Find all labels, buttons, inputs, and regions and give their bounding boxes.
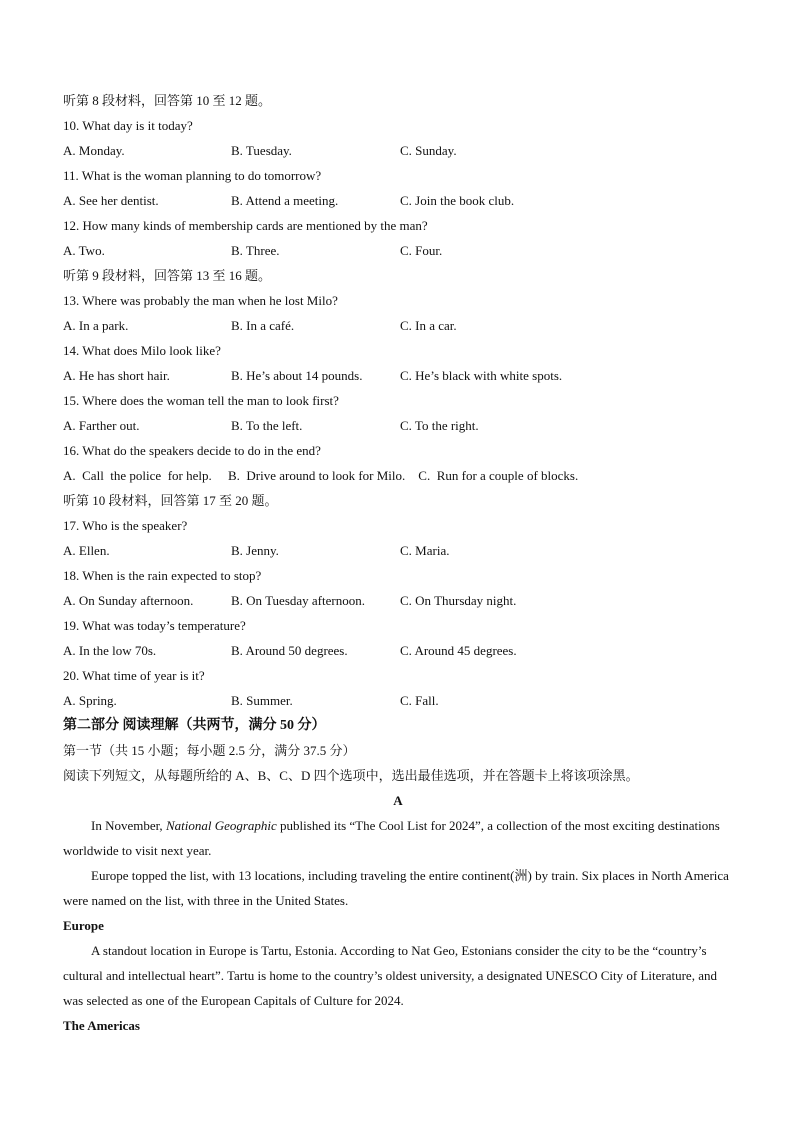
option-c: C. Maria. (400, 543, 450, 558)
option-b: B. Summer. (231, 693, 293, 708)
section-instruction: 听第 9 段材料，回答第 13 至 16 题。 (63, 268, 272, 283)
question-stem: 10. What day is it today? (63, 118, 193, 133)
paragraph-3: A standout location in Europe is Tartu, Estonia. According to Nat Geo, Estonians consider the city to be the “country’s cultural and intellectual heart”. Tartu is home to the country’s oldest university, a designated UNESCO City of Literature, and was selected as one of the European Capitals of Culture for 2024. (63, 943, 717, 1008)
option-c: C. Four. (400, 243, 443, 258)
question-stem: 19. What was today’s temperature? (63, 618, 246, 633)
part-title: 第二部分 阅读理解（共两节，满分 50 分） (63, 718, 326, 733)
options-row (63, 638, 733, 663)
options-row (63, 688, 733, 713)
options-row (63, 313, 733, 338)
magazine-name: National Geographic (165, 818, 277, 833)
options-row (63, 538, 733, 563)
question-stem: 18. When is the rain expected to stop? (63, 568, 262, 583)
options-row (63, 138, 733, 163)
option-b: B. In a café. (231, 318, 295, 333)
option-b: B. On Tuesday afternoon. (231, 593, 365, 608)
option-c: C. He’s black with white spots. (400, 368, 563, 383)
question-stem: 14. What does Milo look like? (63, 343, 221, 358)
question-stem: 12. How many kinds of membership cards are mentioned by the man? (63, 218, 428, 233)
option-c: C. Fall. (400, 693, 439, 708)
option-c: C. In a car. (400, 318, 457, 333)
option-a: A. Farther out. (63, 418, 140, 433)
option-a: A. Monday. (63, 143, 125, 158)
paragraph-1-post: published its “The Cool List for 2024”, a collection of the most exciting destinations worldwide to visit next year. (63, 818, 720, 858)
option-b: B. Attend a meeting. (231, 193, 339, 208)
option-c: C. On Thursday night. (400, 593, 517, 608)
option-b: B. He’s about 14 pounds. (231, 368, 363, 383)
option-c: C. Around 45 degrees. (400, 643, 517, 658)
paragraph-2: Europe topped the list, with 13 locations, including traveling the entire continent(洲) by train. Six places in North America were named on the list, with three in the United States. (63, 868, 729, 908)
option-a: A. Two. (63, 243, 105, 258)
options-row (63, 188, 733, 213)
options-row (63, 363, 733, 388)
option-c: C. Join the book club. (400, 193, 515, 208)
options-row: A. Call the police for help. B. Drive around to look for Milo. C. Run for a couple of blocks. (63, 468, 579, 483)
paragraph-1-pre: In November, (91, 818, 166, 833)
question-stem: 15. Where does the woman tell the man to look first? (63, 393, 339, 408)
option-b: B. Three. (231, 243, 280, 258)
reading-instruction: 阅读下列短文，从每题所给的 A、B、C、D 四个选项中，选出最佳选项，并在答题卡上将该项涂黑。 (63, 768, 639, 783)
options-row (63, 413, 733, 438)
option-a: A. Spring. (63, 693, 117, 708)
section-instruction: 听第 10 段材料，回答第 17 至 20 题。 (63, 493, 278, 508)
option-b: B. Jenny. (231, 543, 279, 558)
question-stem: 16. What do the speakers decide to do in the end? (63, 443, 321, 458)
options-row (63, 588, 733, 613)
passage-letter: A (393, 793, 403, 808)
option-b: B. To the left. (231, 418, 303, 433)
option-c: C. Sunday. (400, 143, 457, 158)
option-a: A. See her dentist. (63, 193, 159, 208)
question-stem: 20. What time of year is it? (63, 668, 205, 683)
question-stem: 11. What is the woman planning to do tomorrow? (63, 168, 322, 183)
option-a: A. On Sunday afternoon. (63, 593, 194, 608)
paragraph-1 (63, 813, 733, 863)
option-b: B. Around 50 degrees. (231, 643, 348, 658)
question-stem: 17. Who is the speaker? (63, 518, 188, 533)
question-stem: 13. Where was probably the man when he lost Milo? (63, 293, 338, 308)
option-c: C. To the right. (400, 418, 479, 433)
option-b: B. Tuesday. (231, 143, 292, 158)
section-title: 第一节（共 15 小题；每小题 2.5 分，满分 37.5 分） (63, 743, 356, 758)
option-a: A. In the low 70s. (63, 643, 157, 658)
options-row (63, 238, 733, 263)
section-instruction: 听第 8 段材料，回答第 10 至 12 题。 (63, 93, 272, 108)
subheading-americas: The Americas (63, 1018, 140, 1033)
exam-page (63, 88, 733, 1038)
option-a: A. He has short hair. (63, 368, 170, 383)
option-a: A. Ellen. (63, 543, 110, 558)
subheading-europe: Europe (63, 918, 104, 933)
option-a: A. In a park. (63, 318, 129, 333)
